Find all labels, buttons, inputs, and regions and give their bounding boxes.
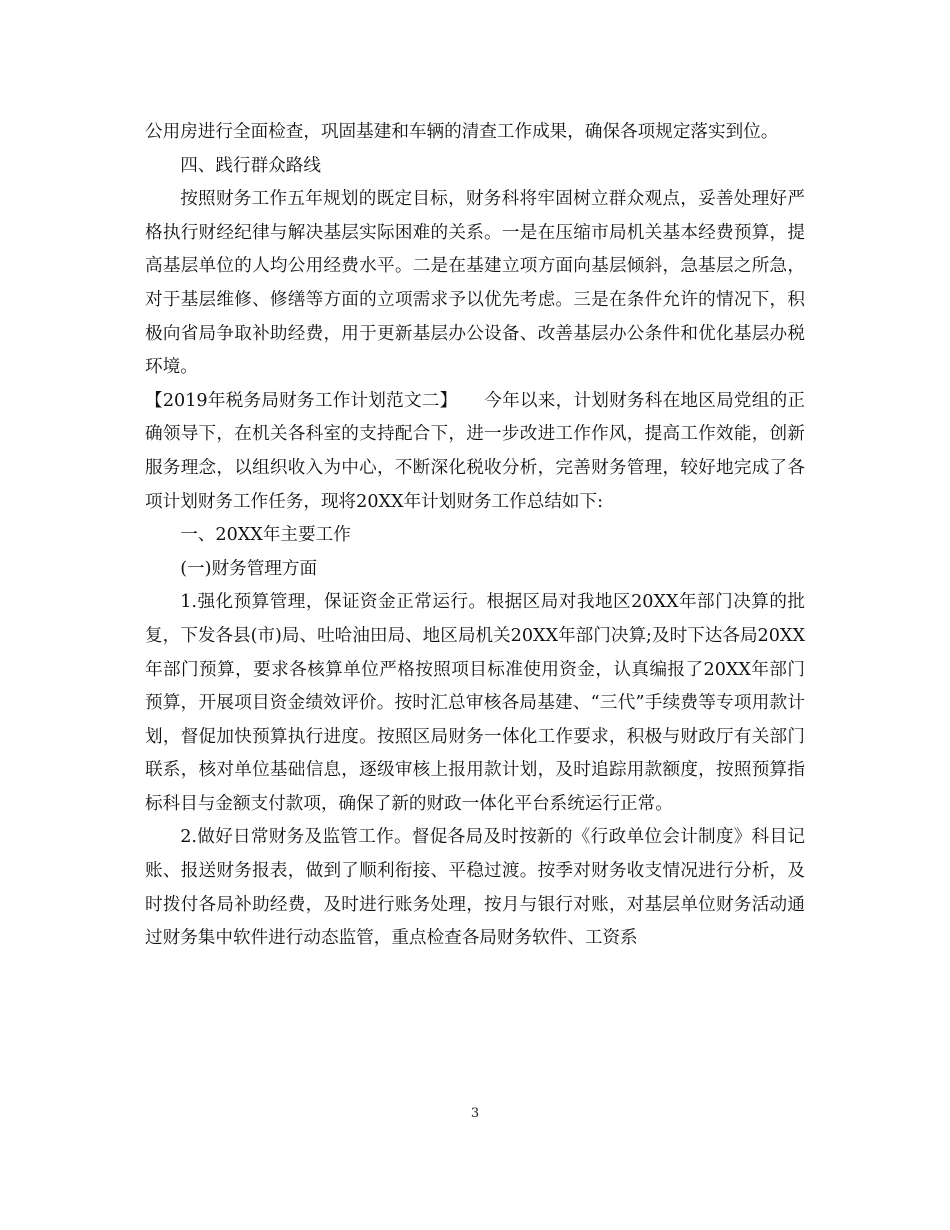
section-heading-main-work: 一、20XX年主要工作 <box>180 525 351 546</box>
paragraph-sample-two: 【2019年税务局财务工作计划范文二】 今年以来，计划财务科在地区局党组的正确领导下，在机关各科室的支持配合下，进一步改进工作作风，提高工作效能，创新服务理念，以组织收入为中心，不断深化税收分析，完善财务管理，较好地完成了各项计划财务工作任务，现将20XX年计划财务工作总结如下: <box>145 390 805 512</box>
document-body <box>145 116 805 956</box>
paragraph-mass-line: 按照财务工作五年规划的既定目标，财务科将牢固树立群众观点，妥善处理好严格执行财经纪律与解决基层实际困难的关系。一是在压缩市局机关基本经费预算，提高基层单位的人均公用经费水平。二是在基建立项方面向基层倾斜，急基层之所急，对于基层维修、修缮等方面的立项需求予以优先考虑。三是在条件允许的情况下，积极向省局争取补助经费，用于更新基层办公设备、改善基层办公条件和优化基层办税环境。 <box>145 189 805 378</box>
paragraph-daily-finance: 2.做好日常财务及监管工作。督促各局及时按新的《行政单位会计制度》科目记账、报送财务报表，做到了顺利衔接、平稳过渡。按季对财务收支情况进行分析，及时拨付各局补助经费，及时进行账务处理，按月与银行对账，对基层单位财务活动通过财务集中软件进行动态监管，重点检查各局财务软件、工资系 <box>145 827 805 949</box>
section-heading-4: 四、践行群众路线 <box>180 155 321 176</box>
page-number: 3 <box>470 1106 480 1121</box>
paragraph-1: 公用房进行全面检查，巩固基建和车辆的清查工作成果，确保各项规定落实到位。 <box>145 122 779 142</box>
paragraph-budget: 1.强化预算管理，保证资金正常运行。根据区局对我地区20XX年部门决算的批复，下发各县(市)局、吐哈油田局、地区局机关20XX年部门决算;及时下达各局20XX年部门预算，要求各核算单位严格按照项目标准使用资金，认真编报了20XX年部门预算，开展项目资金绩效评价。按时汇总审核各局基建、“三代”手续费等专项用款计划，督促加快预算执行进度。按照区局财务一体化工作要求，积极与财政厅有关部门联系，核对单位基础信息，逐级审核上报用款计划，及时追踪用款额度，按照预算指标科目与金额支付款项，确保了新的财政一体化平台系统运行正常。 <box>145 592 805 814</box>
subsection-heading-finance: (一)财务管理方面 <box>180 558 318 579</box>
